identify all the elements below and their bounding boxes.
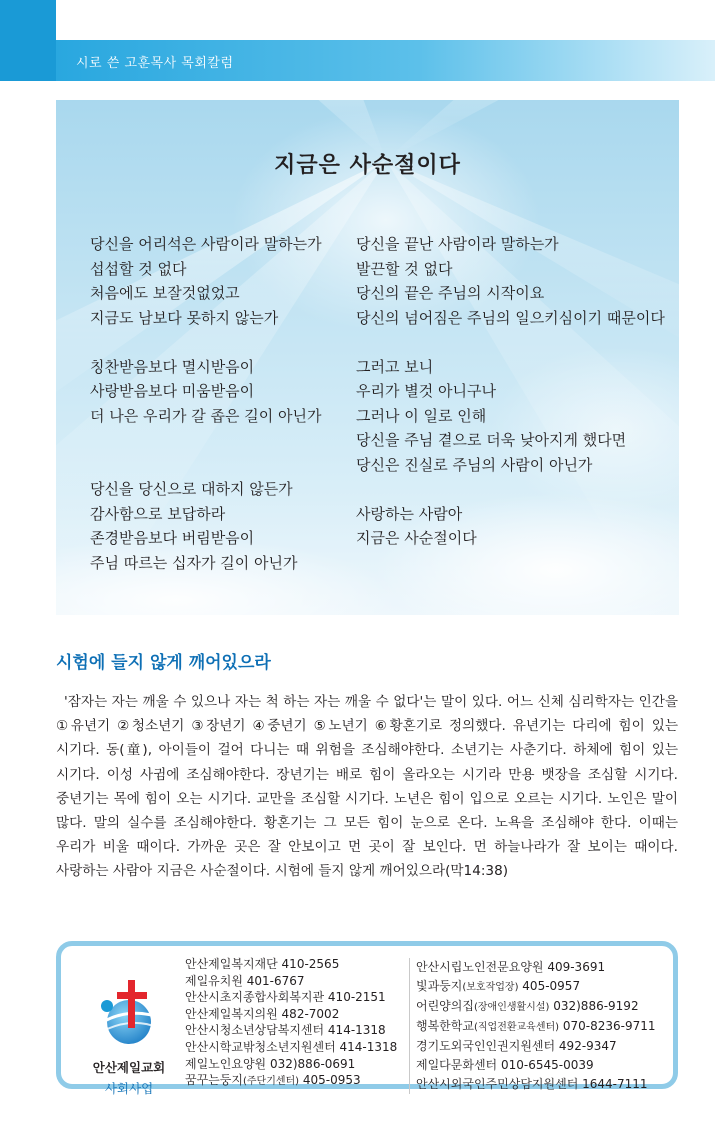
poem-line: 당신을 어리석은 사람이라 말하는가 [90, 235, 322, 253]
column-series-title: 시로 쓴 고훈목사 목회칼럼 [76, 56, 234, 71]
poem-line: 당신을 주님 곁으로 더욱 낮아지게 했다면 [356, 431, 627, 449]
church-logo [79, 966, 179, 1096]
poem-line: 당신의 넘어짐은 주님의 일으키심이기 때문이다 [356, 308, 665, 327]
church-division: 사회사업 [104, 1081, 154, 1096]
header-accent-block [0, 0, 56, 81]
facility-item: 제일다문화센터 010-6545-0039 [416, 1058, 594, 1072]
social-services-box [56, 941, 678, 1096]
facility-item: 경기도외국인인권지원센터 492-9347 [416, 1039, 617, 1053]
poem-line: 사랑받음보다 미움받음이 [90, 382, 255, 400]
poem-line: 사랑하는 사람아 [356, 504, 463, 523]
poem-stanza [90, 477, 362, 575]
poem-line: 그러나 이 일로 인해 [356, 406, 487, 425]
church-emblem-icon [79, 966, 179, 1058]
church-name: 안산제일교회 [92, 1060, 166, 1075]
poem-line: 당신은 진실로 주님의 사람이 아닌가 [356, 455, 593, 474]
facility-item: 안산시청소년상담복지센터 414-1318 [185, 1023, 386, 1038]
poem-stanza [356, 232, 676, 330]
section-heading: 시험에 들지 않게 깨어있으라 [56, 653, 271, 673]
poem-line: 섭섭할 것 없다 [90, 259, 187, 278]
facility-item: 안산제일복지의원 482-7002 [185, 1006, 340, 1021]
poem-line: 당신을 당신으로 대하지 않든가 [90, 480, 293, 498]
poem-line: 칭찬받음보다 멸시받음이 [90, 357, 255, 376]
facility-list-right [409, 958, 677, 1094]
page-header [0, 0, 715, 81]
facility-item: 안산시학교밖청소년지원센터 414-1318 [185, 1039, 398, 1054]
poem-line: 존경받음보다 버림받음이 [90, 529, 255, 547]
poem-stanza [90, 232, 362, 330]
facility-item: 제일유치원 401-6767 [185, 973, 305, 988]
poem-line: 우리가 별것 아니구나 [356, 382, 496, 400]
poem-line: 당신의 끝은 주님의 시작이요 [356, 284, 545, 302]
poem-right-column [356, 232, 676, 575]
poem-left-column [90, 232, 362, 600]
poem-line: 감사함으로 보답하라 [90, 504, 226, 523]
facility-item: 행복한학교(직업전환교육센터) 070-8236-9711 [416, 1019, 656, 1033]
poem-line: 그러고 보니 [356, 357, 434, 376]
poem-line: 지금은 사순절이다 [356, 529, 477, 547]
poem-stanza [356, 355, 676, 478]
facility-item: 안산시외국인주민상담지원센터 1644-7111 [416, 1077, 648, 1091]
poem-line: 당신을 끝난 사람이라 말하는가 [356, 235, 559, 253]
facility-list-left [185, 956, 405, 1091]
facility-item: 어린양의집(장애인생활시설) 032)886-9192 [416, 999, 639, 1013]
poem-line: 주님 따르는 십자가 길이 아닌가 [90, 553, 298, 572]
poem-line: 더 나은 우리가 갈 좁은 길이 아닌가 [90, 406, 322, 425]
facility-item: 안산시초지종합사회복지관 410-2151 [185, 990, 386, 1005]
facility-item: 안산제일복지재단 410-2565 [185, 957, 340, 971]
facility-item: 빛과둥지(보호작업장) 405-0957 [416, 979, 581, 993]
poem-stanza [356, 502, 676, 551]
facility-item: 제일노인요양원 032)886-0691 [185, 1056, 356, 1071]
column-body-text: '잠자는 자는 깨울 수 있으나 자는 척 하는 자는 깨울 수 없다'는 말이 있다. 어느 신체 심리학자는 인간을 ①유년기 ②청소년기 ③장년기 ④중년기 ⑤노년기 ⑥황혼기로 정의했다. 유년기는 다리에 힘이 있는 시기다. 동(童), 아이들이 걸어 다니는 때 위험을 조심해야한다. 소년기는 사춘기다. 하체에 힘이 있는 시기다. 이성 사귐에 조심해야한다. 장년기는 배로 힘이 올라오는 시기라 만용 뱃장을 조심할 시기다. 중년기는 목에 힘이 오는 시기다. 교만을 조심할 시기다. 노년은 힘이 입으로 오르는 시기다. 노인은 말이 많다. 말의 실수를 조심해야한다. 황혼기는 그 모든 힘이 눈으로 온다. 노욕을 조심해야 한다. 이때는 우리가 비울 때이다. 가까운 곳은 잘 안보이고 먼 곳이 잘 보인다. 먼 하늘나라가 잘 보이는 때이다. 사랑하는 사람아 지금은 사순절이다. 시험에 들지 않게 깨어있으라(막14:38) [56, 694, 678, 880]
poem-line: 지금도 남보다 못하지 않는가 [90, 308, 279, 327]
poem-stanza [90, 355, 362, 429]
facility-item: 꿈꾸는둥지(주단기센터) 405-0953 [185, 1073, 361, 1088]
facility-item: 안산시립노인전문요양원 409-3691 [416, 960, 606, 974]
poem-line: 처음에도 보잘것없었고 [90, 284, 240, 302]
poem-title: 지금은 사순절이다 [274, 153, 461, 178]
poem-panel [56, 100, 679, 615]
poem-line: 발끈할 것 없다 [356, 259, 453, 278]
